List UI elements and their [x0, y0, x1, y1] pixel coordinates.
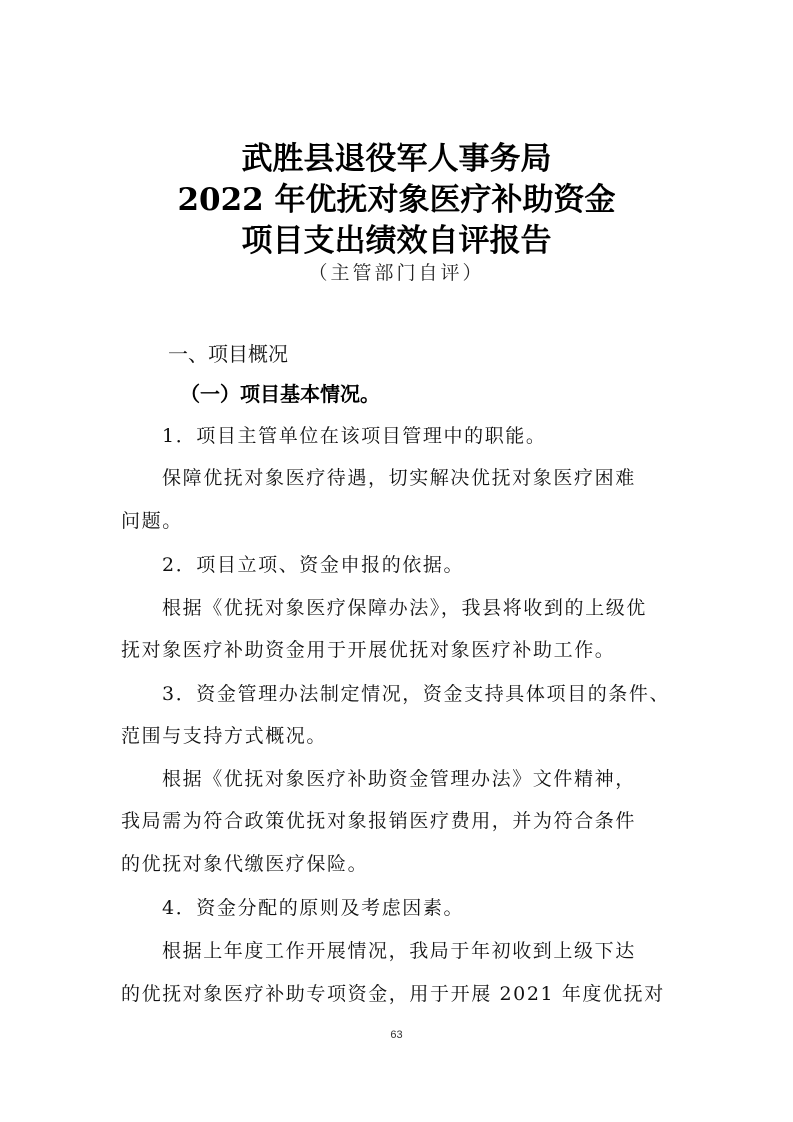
- item-4-title: 4．资金分配的原则及考虑因素。: [162, 897, 465, 919]
- report-subtitle: （主管部门自评）: [308, 262, 485, 284]
- item-1-text-line-1: 保障优抚对象医疗待遇，切实解决优抚对象医疗困难: [162, 467, 636, 489]
- item-1-text-line-2: 问题。: [121, 510, 183, 532]
- item-3-text-line-1: 根据《优抚对象医疗补助资金管理办法》文件精神，: [162, 768, 636, 790]
- page-number: 63: [390, 1029, 403, 1041]
- item-4-text-line-2: 的优抚对象医疗补助专项资金，用于开展 2021 年度优抚对: [121, 983, 665, 1005]
- item-4-text-line-1: 根据上年度工作开展情况，我局于年初收到上级下达: [162, 940, 636, 962]
- item-2-text-line-2: 抚对象医疗补助资金用于开展优抚对象医疗补助工作。: [121, 639, 616, 661]
- report-title-line-3: 项目支出绩效自评报告: [241, 223, 552, 259]
- report-title-line-2: 2022 年优抚对象医疗补助资金: [177, 182, 616, 218]
- section-heading: 一、项目概况: [168, 342, 288, 366]
- item-3-text-line-2: 我局需为符合政策优抚对象报销医疗费用，并为符合条件: [121, 810, 637, 832]
- item-1-title: 1．项目主管单位在该项目管理中的职能。: [162, 425, 547, 447]
- item-2-title: 2．项目立项、资金申报的依据。: [162, 554, 465, 576]
- item-3-title-line-2: 范围与支持方式概况。: [121, 725, 328, 747]
- report-title-line-1: 武胜县退役军人事务局: [241, 141, 552, 177]
- item-3-text-line-3: 的优抚对象代缴医疗保险。: [121, 853, 369, 875]
- section-subheading: （一）项目基本情况。: [180, 382, 380, 406]
- item-3-title-line-1: 3．资金管理办法制定情况，资金支持具体项目的条件、: [162, 683, 671, 705]
- item-2-text-line-1: 根据《优抚对象医疗保障办法》，我县将收到的上级优: [162, 597, 647, 619]
